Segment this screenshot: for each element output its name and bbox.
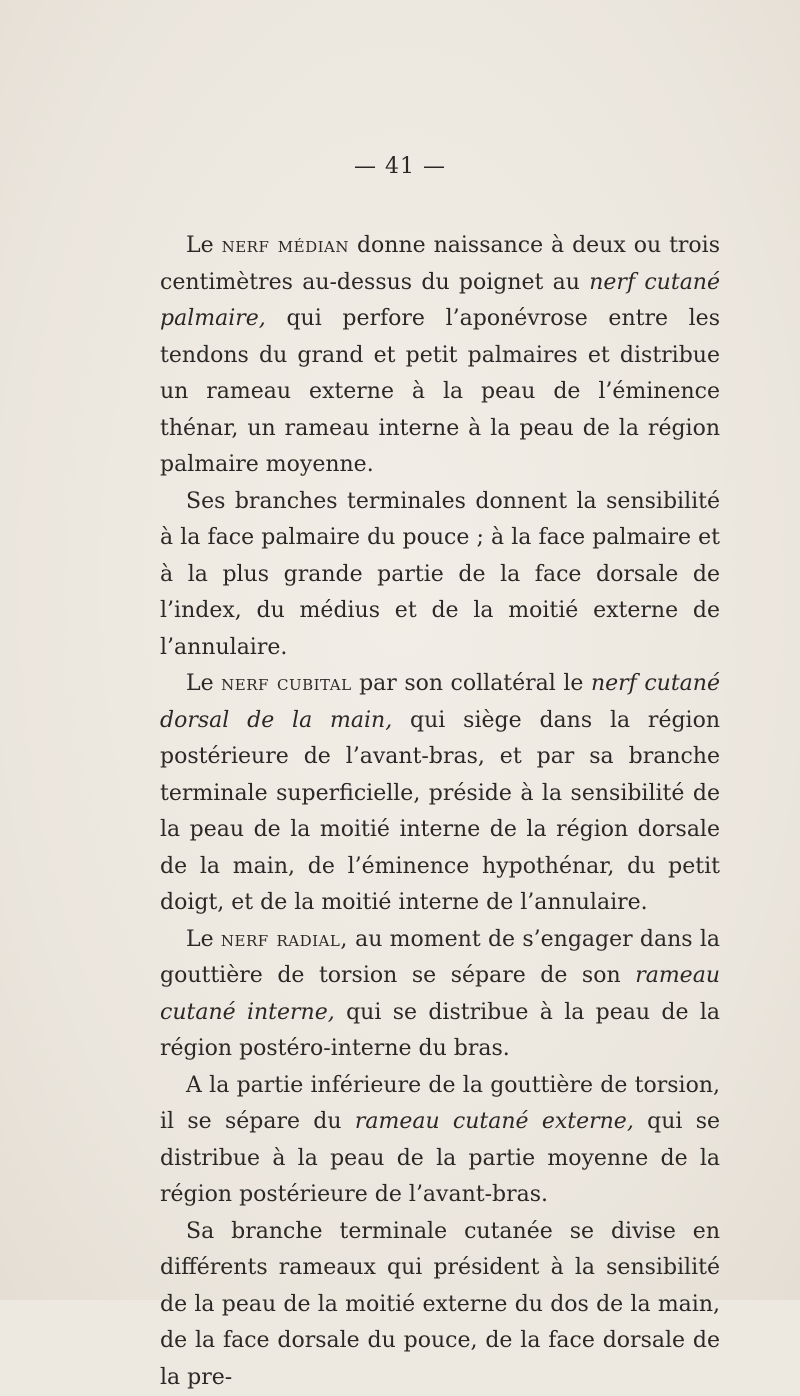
text-run: Le: [186, 671, 221, 696]
text-run: qui se distribue à la peau de la région postéro-interne du bras.: [160, 1000, 720, 1062]
text-run: A la partie inférieure de la gouttière de torsion, il se sépare du: [160, 1073, 720, 1135]
paragraph-external-cutaneous: [160, 1068, 720, 1214]
nerve-branch-name: nerf cutané dorsal de la main,: [160, 671, 720, 733]
text-run: qui se distribue à la peau de la partie moyenne de la région postérieure de l’avant-bras.: [160, 1109, 720, 1207]
text-run: Ses branches terminales donnent la sensibilité à la face palmaire du pouce ; à la face palmaire et à la plus grande partie de la face dorsale de l’index, du médius et de la moitié externe de l’annulaire.: [160, 489, 720, 660]
nerve-name-cubital: nerf cubital: [221, 671, 351, 696]
text-run: qui perfore l’aponévrose entre les tendons du grand et petit palmaires et distribue un rameau externe à la peau de l’éminence thénar, un rameau interne à la peau de la région palmaire moyenne.: [160, 306, 720, 477]
paragraph-terminal-branches: [160, 484, 720, 667]
text-run: Le: [186, 233, 222, 258]
nerve-branch-name: nerf cutané palmaire,: [160, 270, 720, 332]
nerve-name-median: nerf médian: [222, 233, 349, 258]
text-run: qui siège dans la région postérieure de l’avant-bras, et par sa branche terminale superficielle, préside à la sensibilité de la peau de la moitié interne de la région dorsale de la main, de l’éminence hypothénar, du petit doigt, et de la moitié interne de l’annulaire.: [160, 708, 720, 916]
page-number: — 41 —: [0, 154, 800, 179]
text-run: par son collatéral le: [352, 671, 591, 696]
paragraph-terminal-cutaneous: [160, 1214, 720, 1396]
nerve-name-radial: nerf radial,: [221, 927, 348, 952]
text-run: Sa branche terminale cutanée se divise en différents rameaux qui président à la sensibilité de la peau de la moitié externe du dos de la main, de la face dorsale du pouce, de la face dorsale de la pre-: [160, 1219, 720, 1390]
text-run: au moment de s’engager dans la gouttière de torsion se sépare de son: [160, 927, 720, 989]
paragraph-ulnar-nerve: [160, 666, 720, 922]
paragraph-median-nerve: [160, 228, 720, 484]
nerve-branch-name: rameau cutané externe,: [355, 1109, 634, 1134]
body-text: [160, 228, 720, 1396]
text-run: Le: [186, 927, 221, 952]
nerve-branch-name: rameau cutané interne,: [160, 963, 720, 1025]
paragraph-radial-nerve: [160, 922, 720, 1068]
text-run: donne naissance à deux ou trois centimètres au-dessus du poignet au: [160, 233, 720, 295]
